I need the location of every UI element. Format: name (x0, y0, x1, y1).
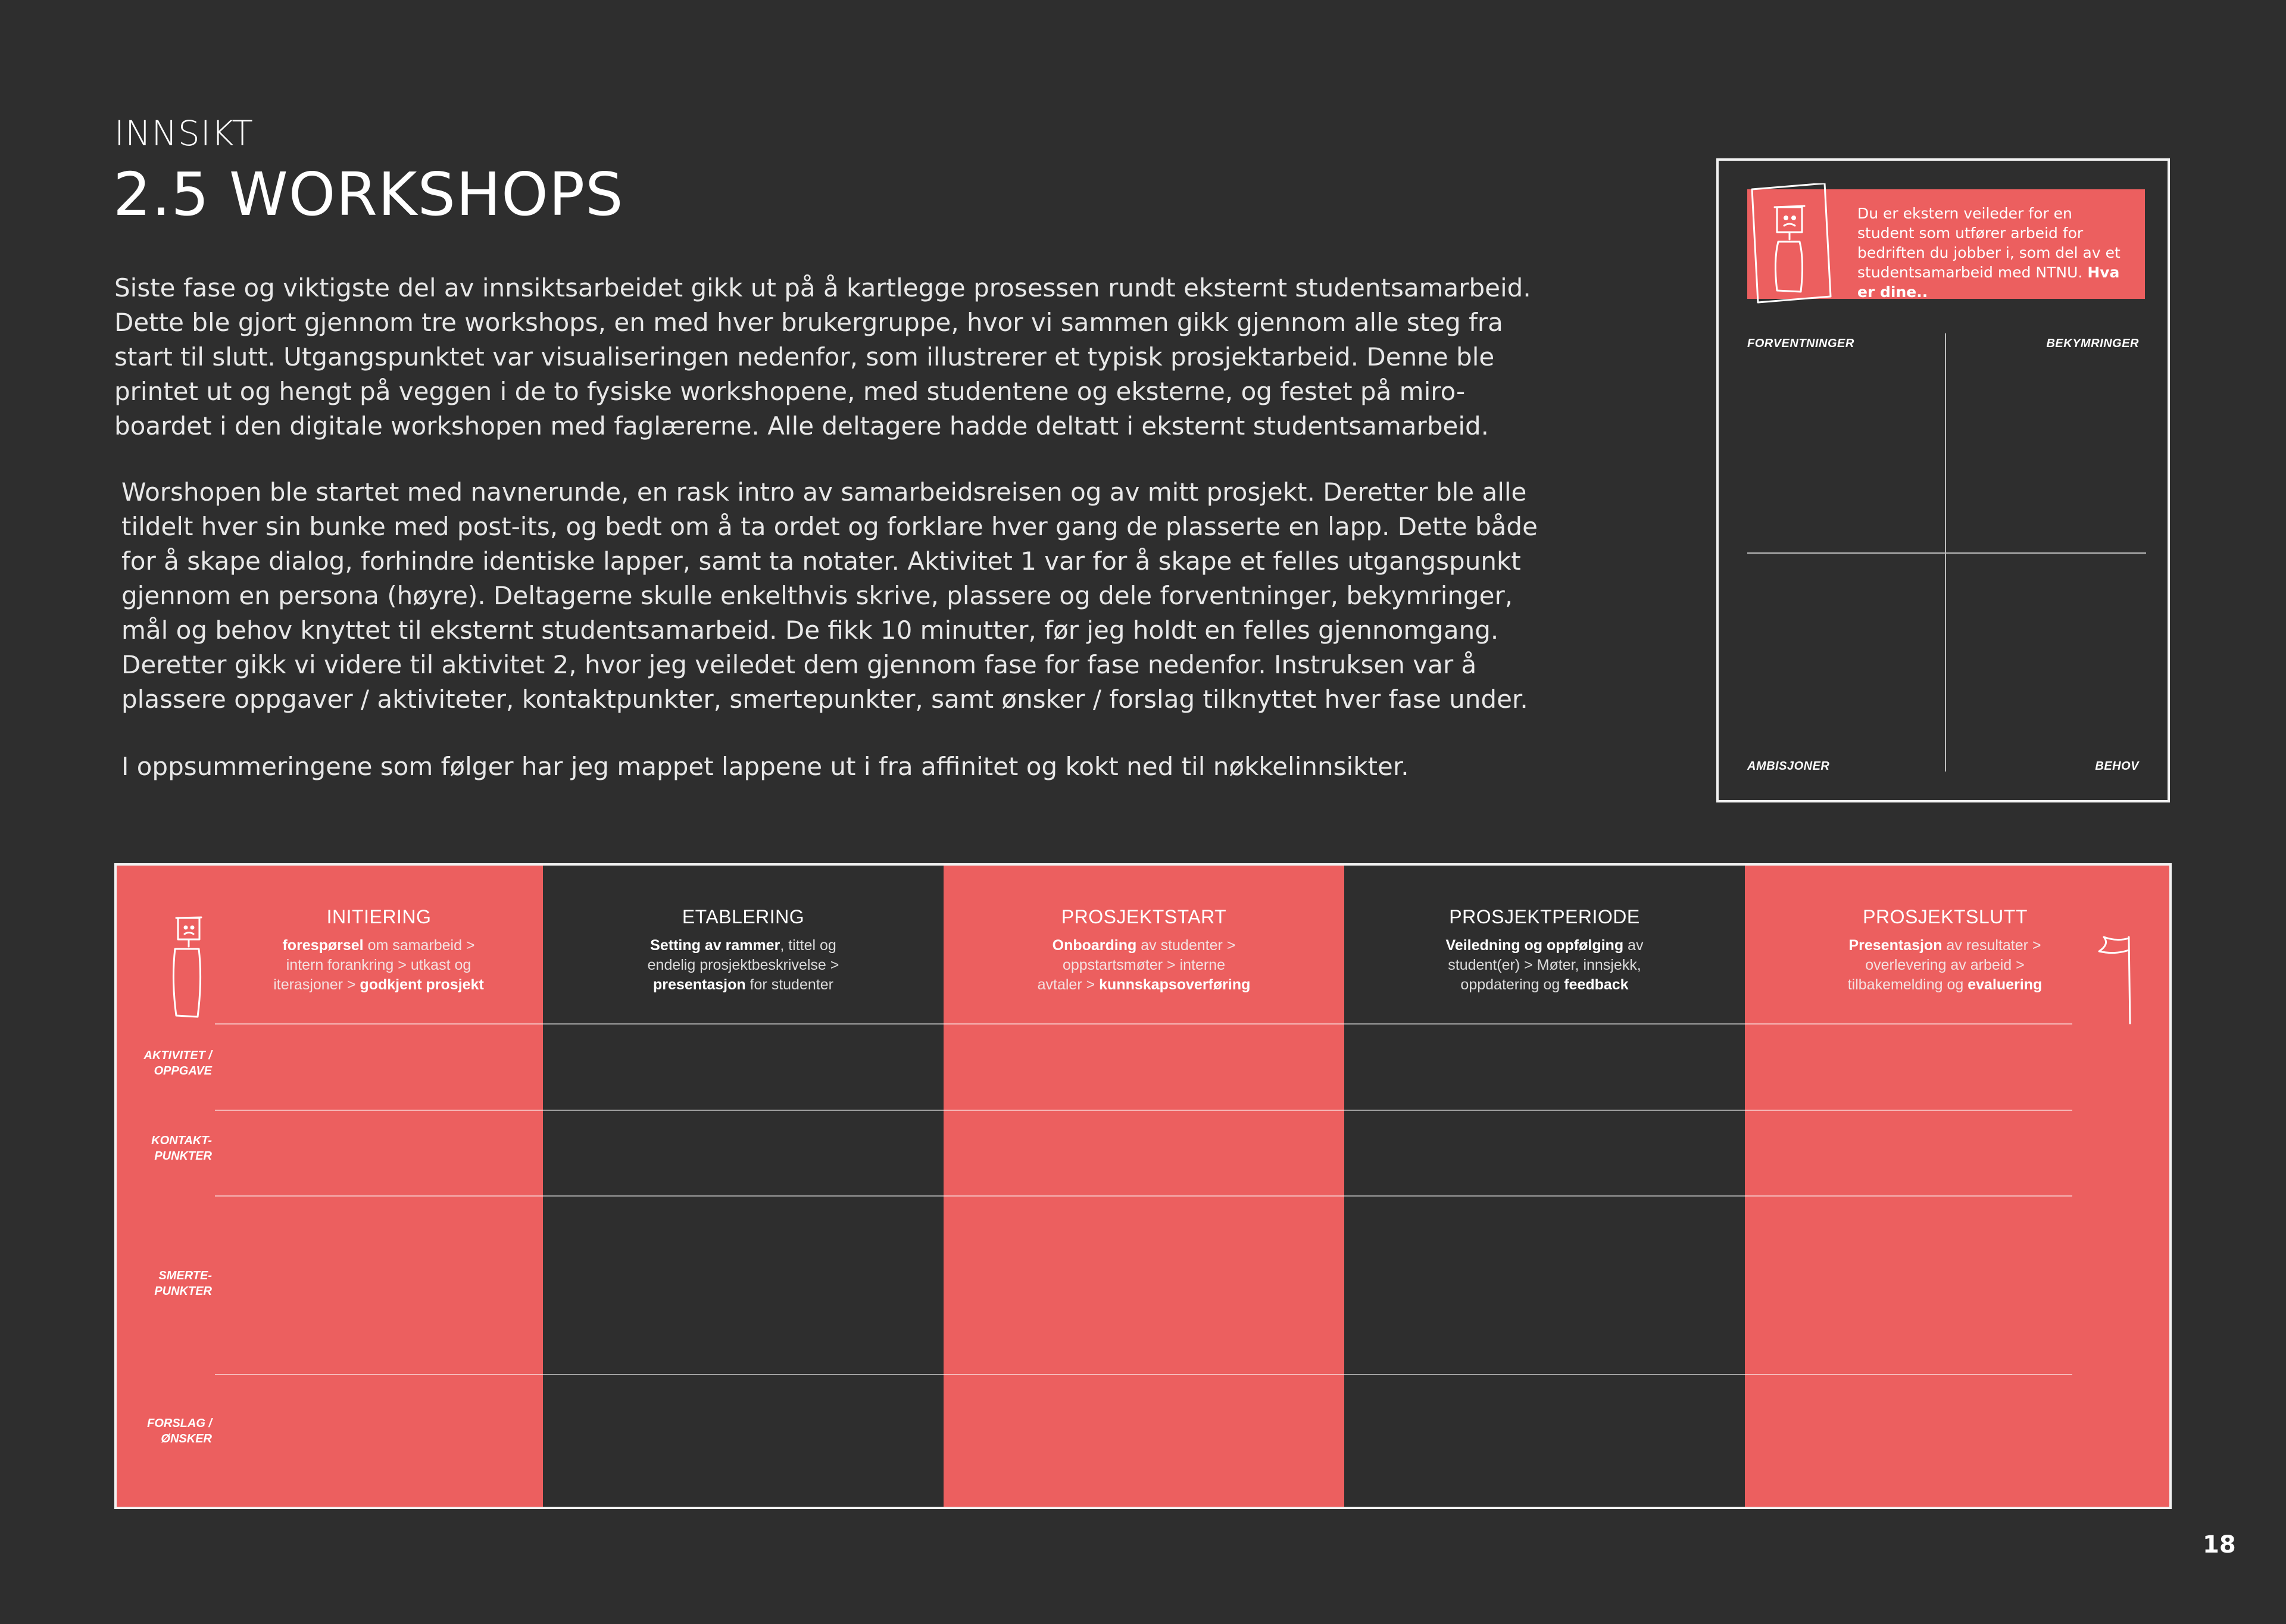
phase-text: overlevering av arbeid > (1865, 957, 2025, 973)
phase-description (1007, 936, 1281, 995)
phase-title: PROSJEKTPERIODE (1449, 906, 1640, 927)
row-label-line: PUNKTER (154, 1150, 212, 1163)
quadrant-divider-horizontal (1747, 552, 2146, 554)
phase-text: oppdatering og (1460, 976, 1564, 993)
persona-banner (1747, 189, 2145, 299)
phase-keyword: kunnskapsoverføring (1099, 976, 1251, 993)
phase-description (242, 936, 516, 995)
page-title: 2.5 WORKSHOPS (113, 160, 624, 229)
intro-paragraph: Siste fase og viktigste del av innsiktsarbeidet gikk ut på å kartlegge prosessen rundt eksternt studentsamarbeid. Dette ble gjort gjennom tre workshops, en med hver brukergruppe, hvor vi sammen gikk gjennom alle steg fra start til slutt. Utgangspunktet var visualiseringen nedenfor, som illustrerer et typisk prosjektarbeid. Denne ble printet ut og hengt på veggen i de to fysiske workshopene, med studentene og eksterne, og festet på miro-boardet i den digitale workshopen med faglærerne. Alle deltagere hadde deltatt i eksternt studentsamarbeid. (114, 273, 1531, 441)
persona-prompt (1857, 204, 2131, 302)
phase-text: av (1623, 937, 1644, 954)
header-divider (215, 1023, 2072, 1025)
journey-map (114, 863, 2172, 1509)
row-divider (215, 1195, 2072, 1197)
phase-text: avtaler > (1037, 976, 1100, 993)
phase-keyword: Onboarding (1052, 937, 1137, 954)
row-label-line: SMERTE- (158, 1269, 212, 1282)
phase-text: om samarbeid > (363, 937, 475, 954)
phase-text: av resultater > (1942, 937, 2041, 954)
row-label-aktivitet (117, 1048, 212, 1079)
phase-column-prosjektperiode (1344, 866, 1745, 1509)
phase-title: ETABLERING (682, 906, 805, 927)
summary-paragraph: I oppsummeringene som følger har jeg mappet lappene ut i fra affinitet og kokt ned til nøkkelinnsikter. (121, 752, 1409, 781)
row-label-line: OPPGAVE (154, 1064, 212, 1078)
phase-description (607, 936, 880, 995)
row-divider (215, 1110, 2072, 1111)
phase-keyword: godkjent prosjekt (360, 976, 484, 993)
journey-finish-flag-icon (2093, 931, 2147, 1026)
phase-keyword: Setting av rammer (650, 937, 780, 954)
phase-keyword: Presentasjon (1848, 937, 1943, 954)
phase-text: endelig prosjektbeskrivelse > (647, 957, 839, 973)
phase-text: , tittel og (780, 937, 836, 954)
journey-start-figure-icon (169, 914, 211, 1028)
persona-question: Hva er dine.. (1857, 264, 2120, 301)
phase-description (1408, 936, 1682, 995)
row-label-forslag (117, 1416, 212, 1447)
phase-keyword: evaluering (1968, 976, 2043, 993)
phase-keyword: Veiledning og oppfølging (1445, 937, 1624, 954)
phase-title: INITIERING (326, 906, 432, 927)
phase-description (1808, 936, 2082, 995)
phase-keyword: feedback (1564, 976, 1629, 993)
phase-text: iterasjoner > (273, 976, 360, 993)
phase-column-etablering (543, 866, 944, 1509)
persona-sketch-icon (1747, 183, 1837, 308)
row-label-kontaktpunkter (117, 1133, 212, 1164)
phase-text: tilbakemelding og (1847, 976, 1968, 993)
method-paragraph: Worshopen ble startet med navnerunde, en rask intro av samarbeidsreisen og av mitt prosjekt. Deretter ble alle tildelt hver sin bunke med post-its, og bedt om å ta ordet og forklare hver gang de plasserte en lapp. Dette både for å skape dialog, forhindre identiske lapper, samt ta notater. Aktivitet 1 var for å skape et felles utgangspunkt gjennom en persona (høyre). Deltagerne skulle enkelthvis skrive, plassere og dele forventninger, bekymringer, mål og behov knyttet til eksternt studentsamarbeid. De fikk 10 minutter, før jeg holdt en felles gjennomgang. Deretter gikk vi videre til aktivitet 2, hvor jeg veiledet dem gjennom fase for fase nedenfor. Instruksen var å plassere oppgaver / aktiviteter, kontaktpunkter, smertepunkter, samt ønsker / forslag tilknyttet hver fase under. (121, 477, 1538, 714)
row-label-line: AKTIVITET / (143, 1049, 212, 1062)
phase-text: student(er) > Møter, innsjekk, (1448, 957, 1641, 973)
quadrant-label-ambisjoner: AMBISJONER (1747, 760, 1830, 773)
quadrant-label-bekymringer: BEKYMRINGER (2046, 337, 2139, 350)
phase-title: PROSJEKTSLUTT (1863, 906, 2028, 927)
phase-text: oppstartsmøter > interne (1062, 957, 1226, 973)
quadrant-label-behov: BEHOV (2095, 760, 2139, 773)
row-label-line: PUNKTER (154, 1285, 212, 1298)
row-label-line: ØNSKER (161, 1432, 212, 1445)
phase-text: for studenter (745, 976, 833, 993)
phase-text: av studenter > (1136, 937, 1236, 954)
section-kicker: INNSIKT (114, 113, 254, 154)
phase-text: intern forankring > utkast og (286, 957, 471, 973)
row-label-smertepunkter (117, 1268, 212, 1299)
phase-keyword: forespørsel (282, 937, 364, 954)
phase-column-prosjektstart (944, 866, 1344, 1509)
persona-intro: Du er ekstern veileder for en student som utfører arbeid for bedriften du jobber i, som del av et studentsamarbeid med NTNU. (1857, 205, 2121, 281)
phase-keyword: presentasjon (653, 976, 746, 993)
quadrant-label-forventninger: FORVENTNINGER (1747, 337, 1854, 350)
phase-title: PROSJEKTSTART (1061, 906, 1227, 927)
page-number: 18 (2203, 1531, 2236, 1559)
row-divider (215, 1374, 2072, 1375)
persona-card (1716, 158, 2170, 802)
row-label-line: KONTAKT- (151, 1134, 212, 1147)
row-label-line: FORSLAG / (147, 1417, 212, 1430)
